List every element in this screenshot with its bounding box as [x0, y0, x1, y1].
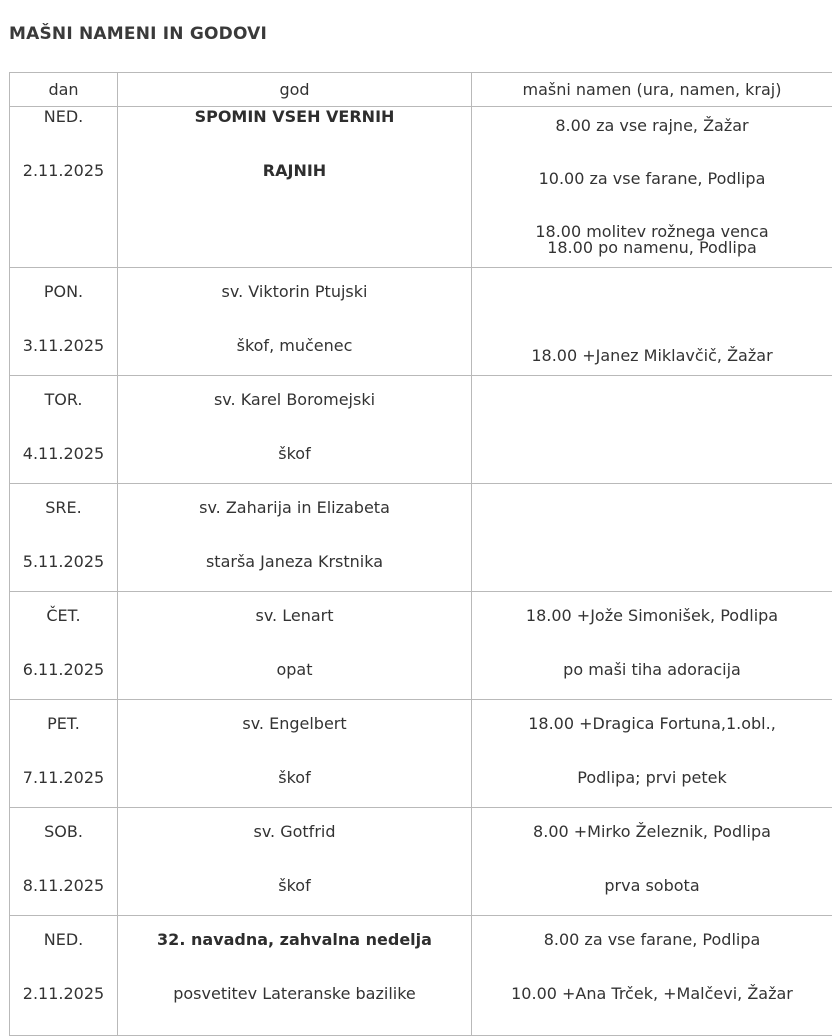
feast-line: 32. navadna, zahvalna nedelja — [118, 930, 471, 950]
date-label: 3.11.2025 — [10, 336, 117, 356]
feast-line: škof, mučenec — [118, 336, 471, 356]
feast-line: sv. Engelbert — [118, 714, 471, 734]
feast-line: SPOMIN VSEH VERNIH — [118, 107, 471, 127]
day-label: TOR. — [10, 390, 117, 410]
mass-cell — [472, 376, 832, 484]
date-label: 4.11.2025 — [10, 444, 117, 464]
date-label: 8.11.2025 — [10, 876, 117, 896]
feast-cell — [118, 700, 472, 808]
day-label: SRE. — [10, 498, 117, 518]
feast-line: sv. Viktorin Ptujski — [118, 282, 471, 302]
feast-line: sv. Karel Boromejski — [118, 390, 471, 410]
mass-cell — [472, 484, 832, 592]
mass-line: 8.00 za vse farane, Podlipa — [472, 930, 832, 950]
mass-cell — [472, 592, 832, 700]
feast-line: sv. Gotfrid — [118, 822, 471, 842]
mass-schedule-table — [9, 72, 832, 1036]
day-label: ČET. — [10, 606, 117, 626]
mass-line: 18.00 molitev rožnega venca — [472, 222, 832, 242]
mass-cell — [472, 916, 832, 1036]
page-title: MAŠNI NAMENI IN GODOVI — [9, 24, 267, 44]
day-cell — [10, 808, 118, 916]
mass-line: 18.00 +Jože Simonišek, Podlipa — [472, 606, 832, 626]
feast-line: sv. Zaharija in Elizabeta — [118, 498, 471, 518]
day-cell — [10, 107, 118, 268]
feast-line: posvetitev Lateranske bazilike — [118, 984, 471, 1004]
day-cell — [10, 268, 118, 376]
table-row — [10, 700, 832, 808]
feast-cell — [118, 268, 472, 376]
day-label: PET. — [10, 714, 117, 734]
day-cell — [10, 592, 118, 700]
feast-line: sv. Lenart — [118, 606, 471, 626]
table-header-row — [10, 73, 832, 107]
date-label: 2.11.2025 — [10, 984, 117, 1004]
column-header-feast: god — [118, 73, 472, 107]
day-label: NED. — [10, 107, 117, 127]
date-label: 2.11.2025 — [10, 161, 117, 181]
mass-line: 10.00 za vse farane, Podlipa — [472, 169, 832, 189]
mass-line: 10.00 +Ana Trček, +Malčevi, Žažar — [472, 984, 832, 1004]
mass-line: prva sobota — [472, 876, 832, 896]
feast-line: RAJNIH — [118, 161, 471, 181]
feast-line: škof — [118, 876, 471, 896]
day-label: NED. — [10, 930, 117, 950]
feast-cell — [118, 592, 472, 700]
mass-line: po maši tiha adoracija — [472, 660, 832, 680]
feast-cell — [118, 916, 472, 1036]
mass-line: 8.00 +Mirko Železnik, Podlipa — [472, 822, 832, 842]
mass-line: 18.00 +Dragica Fortuna,1.obl., — [472, 714, 832, 734]
feast-cell — [118, 376, 472, 484]
table-row — [10, 484, 832, 592]
mass-line: Podlipa; prvi petek — [472, 768, 832, 788]
day-cell — [10, 916, 118, 1036]
date-label: 6.11.2025 — [10, 660, 117, 680]
day-cell — [10, 376, 118, 484]
mass-line: 18.00 po namenu, Podlipa — [472, 238, 832, 258]
day-label: PON. — [10, 282, 117, 302]
date-label: 7.11.2025 — [10, 768, 117, 788]
table-row — [10, 376, 832, 484]
mass-cell — [472, 700, 832, 808]
table-row — [10, 916, 832, 1036]
feast-line: opat — [118, 660, 471, 680]
mass-line: 18.00 +Janez Miklavčič, Žažar — [472, 346, 832, 366]
feast-cell — [118, 107, 472, 268]
day-cell — [10, 484, 118, 592]
column-header-day: dan — [10, 73, 118, 107]
feast-cell — [118, 808, 472, 916]
mass-cell — [472, 808, 832, 916]
day-cell — [10, 700, 118, 808]
column-header-mass: mašni namen (ura, namen, kraj) — [472, 73, 832, 107]
feast-cell — [118, 484, 472, 592]
feast-line: škof — [118, 444, 471, 464]
table-row — [10, 592, 832, 700]
table-row — [10, 808, 832, 916]
feast-line: škof — [118, 768, 471, 788]
feast-line: starša Janeza Krstnika — [118, 552, 471, 572]
date-label: 5.11.2025 — [10, 552, 117, 572]
day-label: SOB. — [10, 822, 117, 842]
mass-line: 8.00 za vse rajne, Žažar — [472, 116, 832, 136]
